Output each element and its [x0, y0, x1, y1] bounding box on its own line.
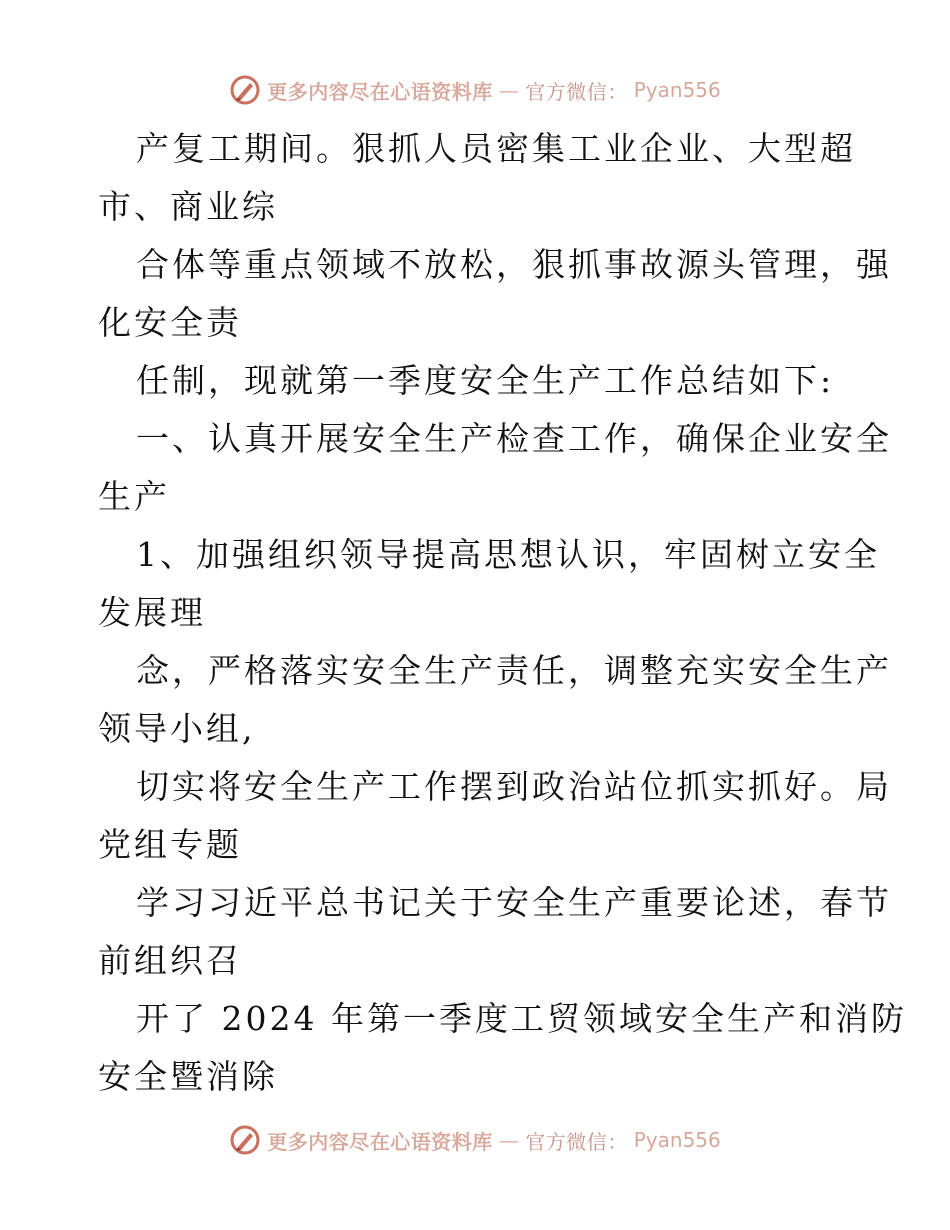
- pen-logo-icon: [229, 1124, 261, 1156]
- body-line: 1、加强组织领导提高思想认识，牢固树立安全: [136, 535, 880, 574]
- section-heading-cont: 生产: [98, 477, 170, 516]
- watermark-id: Pyan556: [633, 78, 721, 102]
- pen-logo-icon: [229, 74, 261, 106]
- body-line: 党组专题: [98, 825, 242, 864]
- body-line: 学习习近平总书记关于安全生产重要论述，春节: [136, 883, 892, 922]
- body-line: 安全暨消除: [98, 1057, 278, 1096]
- footer-watermark: [0, 1122, 950, 1158]
- body-line: 念，严格落实安全生产责任，调整充实安全生产: [136, 651, 892, 690]
- document-body: [98, 120, 907, 1106]
- body-line: 切实将安全生产工作摆到政治站位抓实抓好。局: [136, 767, 892, 806]
- watermark-separator: —: [498, 78, 520, 102]
- body-line: 前组织召: [98, 941, 242, 980]
- body-line: 合体等重点领域不放松，狠抓事故源头管理，强: [136, 245, 892, 284]
- watermark-label: 官方微信：: [525, 79, 628, 104]
- body-line: 产复工期间。狠抓人员密集工业企业、大型超: [136, 129, 856, 168]
- body-line: 发展理: [98, 593, 206, 632]
- watermark-separator: —: [498, 1128, 520, 1152]
- body-line: 开了 2024 年第一季度工贸领域安全生产和消防: [136, 999, 907, 1038]
- body-line: 领导小组,: [98, 709, 256, 748]
- body-line: 市、商业综: [98, 187, 278, 226]
- watermark-main-text: 更多内容尽在心语资料库: [267, 1129, 493, 1154]
- header-watermark: [0, 72, 950, 108]
- watermark-id: Pyan556: [633, 1128, 721, 1152]
- watermark-main-text: 更多内容尽在心语资料库: [267, 79, 493, 104]
- body-line: 化安全责: [98, 303, 242, 342]
- watermark-label: 官方微信：: [525, 1129, 628, 1154]
- body-line: 任制，现就第一季度安全生产工作总结如下:: [136, 361, 835, 400]
- section-heading: 一、认真开展安全生产检查工作，确保企业安全: [136, 419, 892, 458]
